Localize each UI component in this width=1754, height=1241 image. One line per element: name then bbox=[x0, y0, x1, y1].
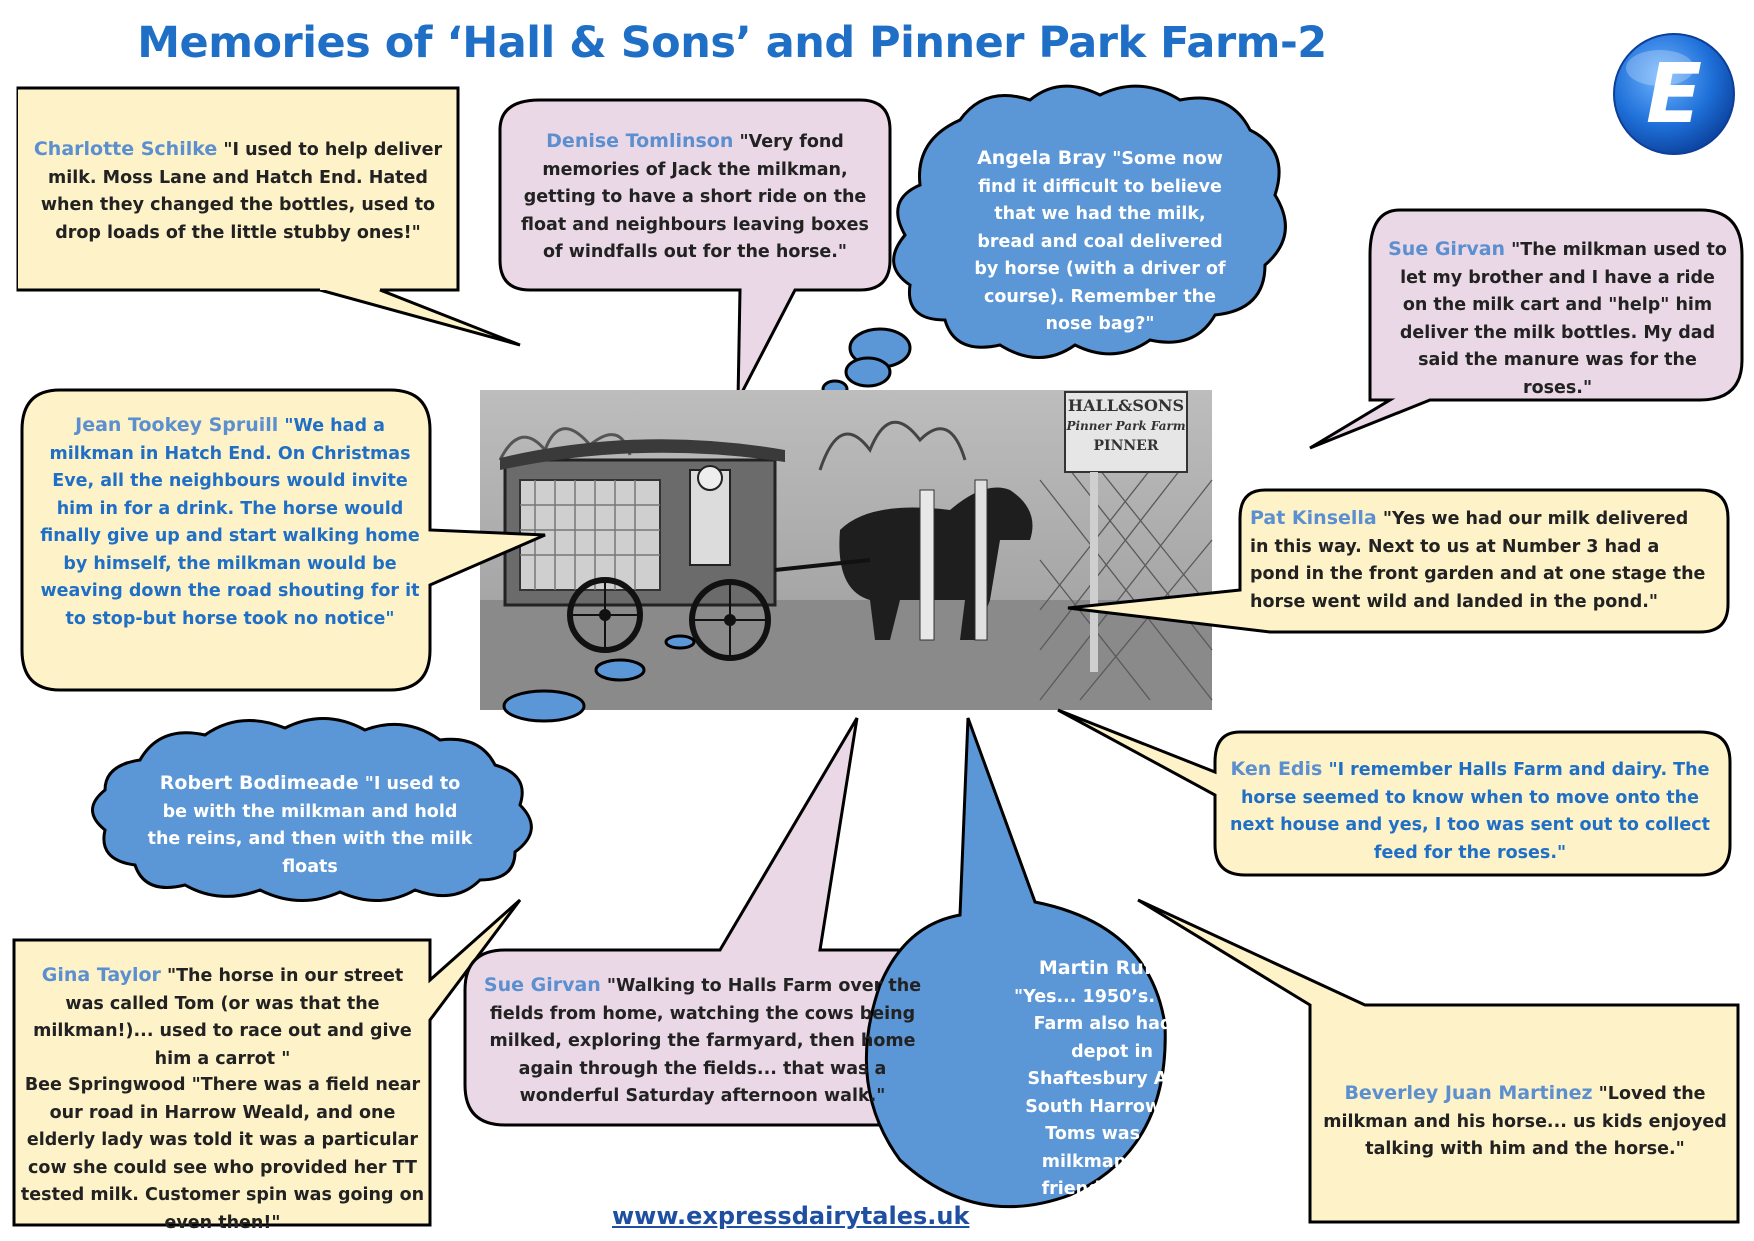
quote-text: "The horse in our street was called Tom (or was that the milkman!)... used to race out and give him a carrot " bbox=[33, 966, 412, 1069]
quote-text: "I used to be with the milkman and hold the reins, and then with the milk floats bbox=[147, 774, 473, 877]
quote-text: Bee Springwood "There was a field near our road in Harrow Weald, and one elderly lady was told it was a particular cow she could see who provided her TT tested milk. Customer spin was going on even then!" bbox=[20, 1075, 425, 1233]
quote-text: "I used to help deliver milk. Moss Lane and Hatch End. Hated when they changed the bottles, used to drop loads of the little stubby ones!" bbox=[40, 140, 443, 243]
quote-beverley bbox=[1320, 1080, 1730, 1164]
quote-author: Beverley Juan Martinez bbox=[1344, 1082, 1593, 1104]
quote-text: "The milkman used to let my brother and I have a ride on the milk cart and "help" him deliver the milk bottles. My dad said the manure was for the roses." bbox=[1399, 240, 1727, 398]
quote-sue-girvan-bottom bbox=[480, 972, 925, 1111]
quote-gina bbox=[20, 962, 425, 1073]
logo-letter: E bbox=[1645, 47, 1703, 142]
quote-author: Jean Tookey Spruill bbox=[75, 414, 279, 436]
farm-sign bbox=[1065, 396, 1187, 456]
quote-denise bbox=[515, 128, 875, 267]
quote-text: "I remember Halls Farm and dairy. The horse seemed to know when to move onto the next house and yes, I too was sent out to collect feed for the roses." bbox=[1230, 760, 1710, 863]
quote-text: "We had a milkman in Hatch End. On Christmas Eve, all the neighbours would invite him in for a drink. The horse would finally give up and start walking home by himself, the milkman would be weaving down the road shouting for it to stop-but horse took no notice" bbox=[40, 416, 420, 629]
quote-author: Robert Bodimeade bbox=[159, 772, 359, 794]
quote-charlotte bbox=[28, 136, 448, 247]
quote-author: Martin Ruffell bbox=[1038, 957, 1186, 979]
sign-line-1: HALL&SONS bbox=[1067, 396, 1185, 415]
quote-author: Ken Edis bbox=[1230, 758, 1323, 780]
quote-ken bbox=[1230, 756, 1710, 867]
quote-author: Denise Tomlinson bbox=[546, 130, 734, 152]
quote-text: "Very fond memories of Jack the milkman, getting to have a short ride on the float and neighbours leaving boxes of windfalls out for the horse." bbox=[521, 132, 869, 262]
quote-author: Pat Kinsella bbox=[1250, 507, 1377, 529]
quote-text: "Walking to Halls Farm over the fields from home, watching the cows being milked, exploring the farmyard, then home again through the fields... that was a wonderful Saturday afternoon walk." bbox=[489, 976, 922, 1106]
quote-jean bbox=[40, 412, 420, 633]
quote-author: Sue Girvan bbox=[1388, 238, 1506, 260]
sign-line-2: Pinner Park Farm bbox=[1066, 419, 1186, 433]
quote-text: "Yes we had our milk delivered in this way. Next to us at Number 3 had a pond in the front garden and at one stage the horse went wild and landed in the pond." bbox=[1250, 509, 1706, 612]
quote-martin bbox=[1012, 955, 1212, 1204]
callout-beverley bbox=[1138, 900, 1738, 1222]
quote-angela bbox=[965, 145, 1235, 339]
quote-text: "Loved the milkman and his horse... us kids enjoyed talking with him and the horse." bbox=[1323, 1084, 1727, 1159]
page-title: Memories of ‘Hall & Sons’ and Pinner Park Farm-2 bbox=[137, 18, 1327, 68]
quote-author: Sue Girvan bbox=[483, 974, 601, 996]
quote-pat bbox=[1250, 505, 1710, 616]
quote-text: "Some now find it difficult to believe that we had the milk, bread and coal delivered by horse (with a driver of course). Remember the nose bag?" bbox=[974, 149, 1226, 334]
quote-author: Gina Taylor bbox=[41, 964, 161, 986]
quote-author: Angela Bray bbox=[977, 147, 1107, 169]
quote-text: "Yes... 1950’s. Halls Farm also had a depot in Shaftesbury Ave, South Harrow. Mr Toms was the milkman, very friendly man." bbox=[1014, 986, 1210, 1199]
quote-author: Charlotte Schilke bbox=[33, 138, 218, 160]
quote-sue-girvan-top bbox=[1385, 236, 1730, 402]
quote-bee bbox=[20, 1072, 425, 1237]
express-logo-icon bbox=[1610, 30, 1738, 158]
sign-line-3: PINNER bbox=[1093, 438, 1159, 454]
footer-url-link[interactable]: www.expressdairytales.uk bbox=[612, 1202, 970, 1230]
quote-robert bbox=[145, 770, 475, 881]
